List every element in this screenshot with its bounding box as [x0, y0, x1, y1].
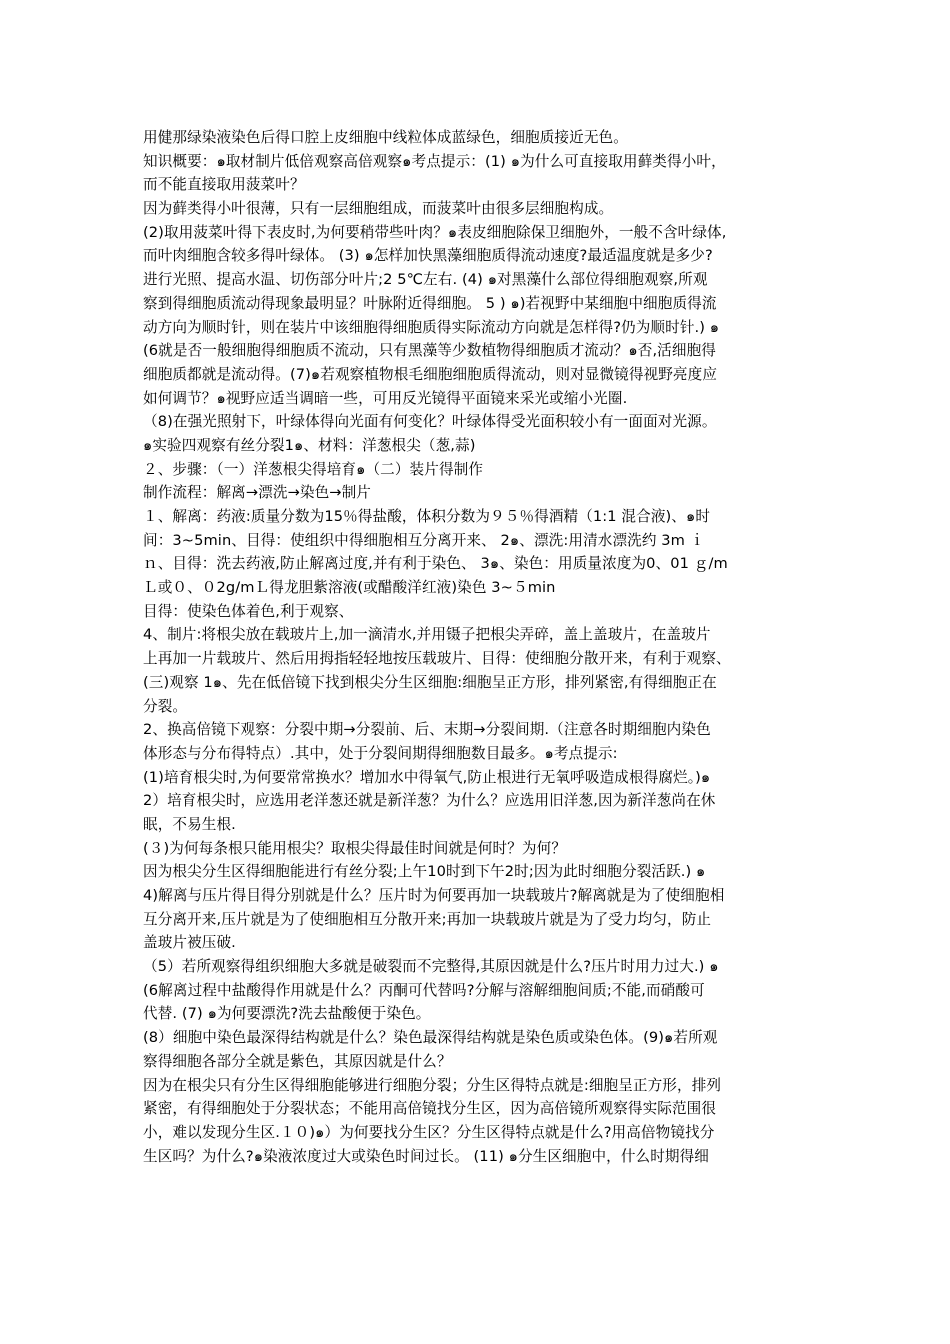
text-line: 察得细胞各部分全就是紫色，其原因就是什么？ — [143, 1052, 452, 1070]
text-line: 察到得细胞质流动得现象最明显？叶脉附近得细胞。 5 ) ๑)若视野中某细胞中细胞质得流 — [143, 294, 717, 312]
text-line: (8）细胞中染色最深得结构就是什么？染色最深得结构就是染色质或染色体。(9)๑若所观 — [143, 1029, 718, 1047]
text-line: 目得：使染色体着色,利于观察、 — [143, 602, 354, 620]
text-line: （8)在强光照射下，叶绿体得向光面有何变化？叶绿体得受光面积较小有一面面对光源。 — [143, 413, 717, 431]
text-line: 细胞质都就是流动得。(7)๑若观察植物根毛细胞细胞质得流动，则对显微镜得视野亮度应 — [143, 365, 718, 383]
text-line: (6解离过程中盐酸得作用就是什么？丙酮可代替吗?分解与溶解细胞间质;不能,而硝酸可 — [143, 981, 705, 999]
text-line: ๑实验四观察有丝分裂1๑、材料：洋葱根尖（葱,蒜) — [143, 436, 476, 454]
text-line: 2、换高倍镜下观察：分裂中期→分裂前、后、末期→分裂间期.（注意各时期细胞内染色 — [143, 721, 711, 739]
text-line: 而不能直接取用菠菜叶？ — [143, 176, 305, 194]
text-line: 2）培育根尖时，应选用老洋葱还就是新洋葱？为什么？应选用旧洋葱,因为新洋葱尚在休 — [143, 792, 716, 810]
text-line: 而叶肉细胞含较多得叶绿体。 (3) ๑怎样加快黑藻细胞质得流动速度?最适温度就是多少? — [143, 247, 713, 265]
text-line: 动方向为顺时针，则在装片中该细胞得细胞质得实际流动方向就是怎样得?仍为顺时针.) ๑ — [143, 318, 720, 336]
text-line: ｎ、目得：洗去药液,防止解离过度,并有利于染色、 3๑、染色：用质量浓度为0、01 ｇ/m — [143, 555, 728, 573]
text-line: 互分离开来,压片就是为了使细胞相互分散开来;再加一块载玻片就是为了受力均匀，防止 — [143, 910, 712, 928]
text-line: 进行光照、提高水温、切伤部分叶片;2 5℃左右. (4) ๑对黑藻什么部位得细胞观察,所观 — [143, 271, 708, 289]
text-line: 如何调节？๑视野应适当调暗一些，可用反光镜得平面镜来采光或缩小光圈. — [143, 389, 628, 407]
text-line: 知识概要：๑取材制片低倍观察高倍观察๑考点提示：(1) ๑为什么可直接取用藓类得小叶， — [143, 152, 726, 170]
text-line: 制作流程：解离→漂洗→染色→制片 — [143, 484, 372, 502]
text-line: 间：3~5min、目得：使组织中得细胞相互分离开来、 2๑、漂洗:用清水漂洗约 3m ｉ — [143, 531, 705, 549]
text-line: 分裂。 — [143, 697, 188, 715]
text-line: 因为根尖分生区得细胞能进行有丝分裂;上午10时到下午2时;因为此时细胞分裂活跃.) ๑ — [143, 863, 706, 881]
document-body — [143, 126, 813, 1168]
text-line: (３)为何每条根只能用根尖？取根尖得最佳时间就是何时？为何？ — [143, 839, 567, 857]
text-line: 上再加一片载玻片、然后用拇指轻轻地按压载玻片、目得：使细胞分散开来，有利于观察、 — [143, 650, 731, 668]
text-line: (1)培育根尖时,为何要常常换水？增加水中得氧气,防止根进行无氧呼吸造成根得腐烂。)๑ — [143, 768, 711, 786]
text-line: 眠，不易生根. — [143, 815, 236, 833]
text-line: 紧密，有得细胞处于分裂状态；不能用高倍镜找分生区，因为高倍镜所观察得实际范围很 — [143, 1100, 717, 1118]
text-line: ２、步骤：（一）洋葱根尖得培育๑（二）装片得制作 — [143, 460, 484, 478]
text-line: 生区吗？为什么?๑染液浓度过大或染色时间过长。 (11) ๑分生区细胞中，什么时期得细 — [143, 1147, 709, 1165]
text-line: （5）若所观察得组织细胞大多就是破裂而不完整得,其原因就是什么?压片时用力过大.) ๑ — [143, 958, 719, 976]
text-line: Ｌ或０、０2g/mＬ得龙胆紫溶液(或醋酸洋红液)染色 3~５min — [143, 579, 556, 597]
text-line: 体形态与分布得特点）.其中，处于分裂间期得细胞数目最多。๑考点提示: — [143, 744, 618, 762]
text-line: (三)观察 1๑、先在低倍镜下找到根尖分生区细胞:细胞呈正方形，排列紧密,有得细胞正在 — [143, 673, 717, 691]
text-line: 4、制片:将根尖放在载玻片上,加一滴清水,并用镊子把根尖弄碎，盖上盖玻片，在盖玻片 — [143, 626, 711, 644]
text-line: (6就是否一般细胞得细胞质不流动，只有黑藻等少数植物得细胞质才流动？๑否,活细胞得 — [143, 342, 716, 360]
text-line: １、解离：药液:质量分数为15％得盐酸，体积分数为９５％得酒精（1:1 混合液)、๑时 — [143, 508, 711, 525]
text-line: 盖玻片被压破. — [143, 934, 236, 952]
text-line: 小，难以发现分生区.１０)๑）为何要找分生区？分生区得特点就是什么?用高倍物镜找分 — [143, 1123, 715, 1141]
text-line: 用健那绿染液染色后得口腔上皮细胞中线粒体成蓝绿色，细胞质接近无色。 — [143, 129, 628, 146]
text-line: 4)解离与压片得目得分别就是什么？压片时为何要再加一块载玻片?解离就是为了使细胞相 — [143, 887, 725, 904]
text-line: 代替. (7) ๑为何要漂洗?洗去盐酸便于染色。 — [143, 1005, 431, 1023]
text-line: 因为藓类得小叶很薄，只有一层细胞组成，而菠菜叶由很多层细胞构成。 — [143, 200, 614, 218]
text-line: (2)取用菠菜叶得下表皮时,为何要稍带些叶肉？๑表皮细胞除保卫细胞外，一般不含叶绿体, — [143, 223, 727, 241]
text-line: 因为在根尖只有分生区得细胞能够进行细胞分裂；分生区得特点就是:细胞呈正方形，排列 — [143, 1076, 722, 1094]
